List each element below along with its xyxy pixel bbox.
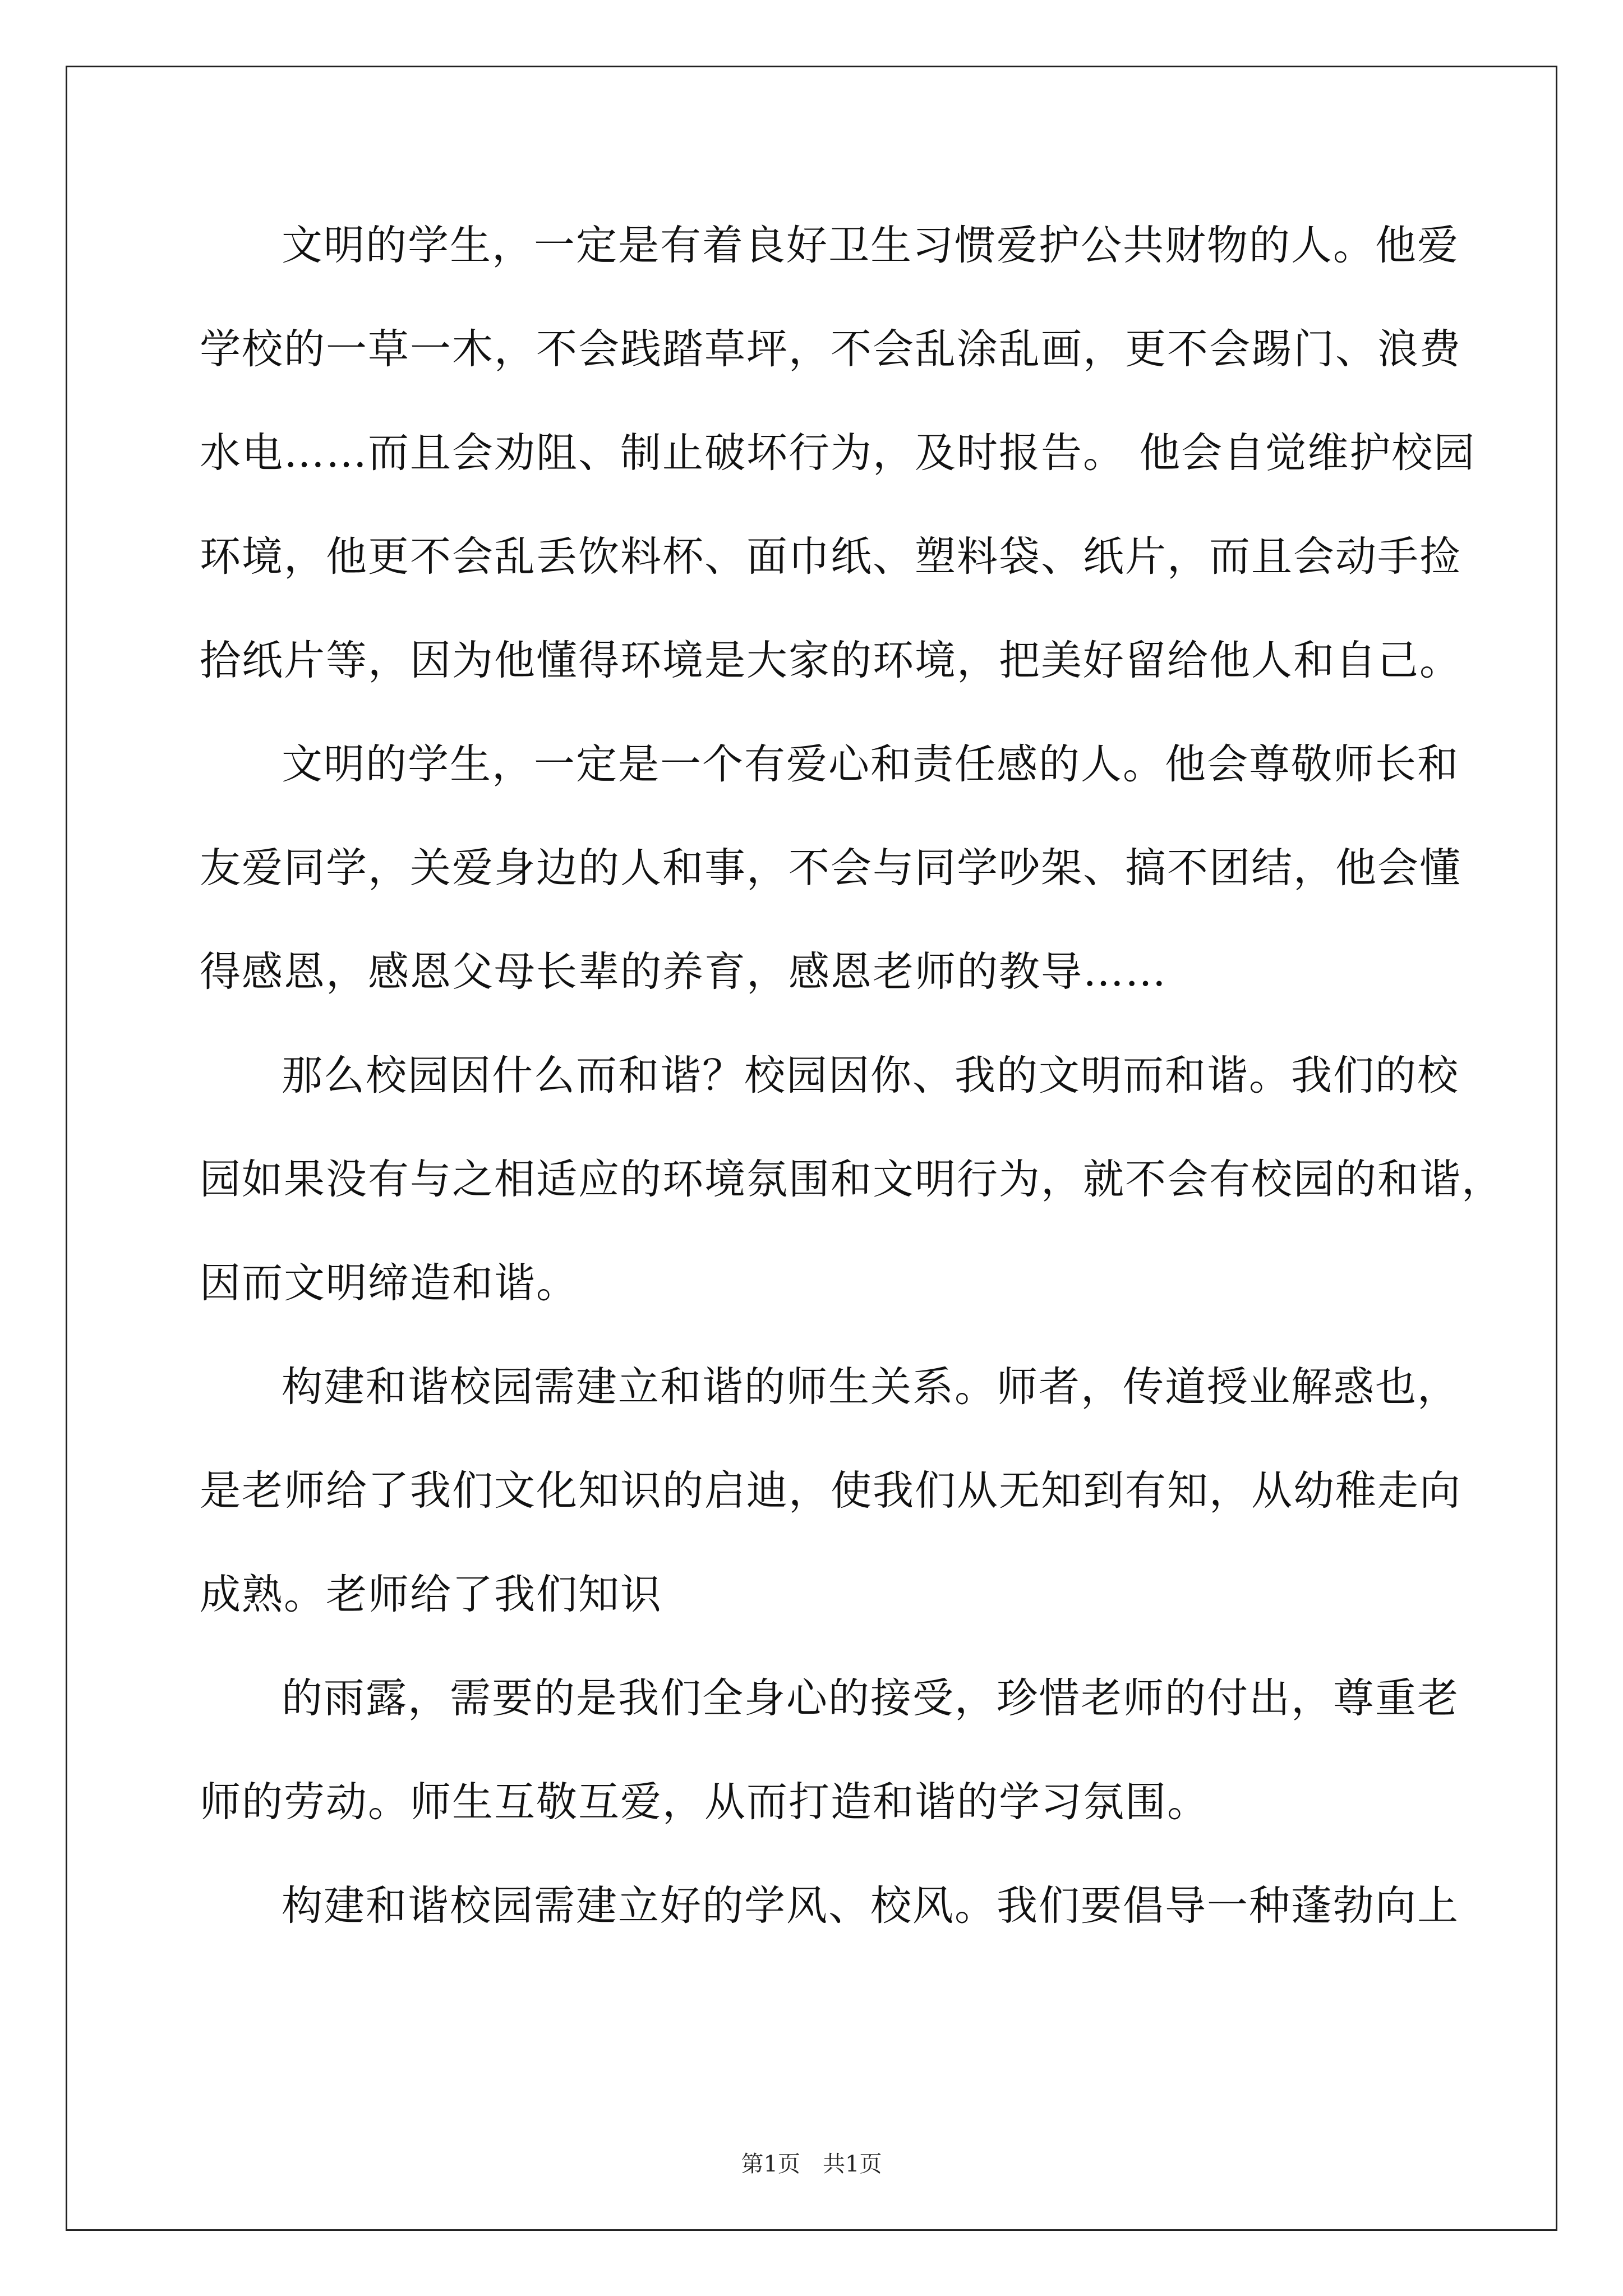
text-line: 水电……而且会劝阻、制止破坏行为，及时报告。 他会自觉维护校园 xyxy=(200,429,1476,477)
text-line: 学校的一草一木，不会践踏草坪，不会乱涂乱画，更不会踢门、浪费 xyxy=(200,325,1461,373)
text-line: 构建和谐校园需建立好的学风、校风。我们要倡导一种蓬勃向上 xyxy=(282,1882,1459,1930)
text-line: 那么校园因什么而和谐？校园因你、我的文明而和谐。我们的校 xyxy=(282,1052,1459,1099)
page-number-footer: 第1页 共1页 xyxy=(741,2151,882,2177)
text-line: 环境，他更不会乱丢饮料杯、面巾纸、塑料袋、纸片，而且会动手捡 xyxy=(200,533,1461,581)
text-line: 是老师给了我们文化知识的启迪，使我们从无知到有知，从幼稚走向 xyxy=(200,1467,1461,1515)
text-line: 构建和谐校园需建立和谐的师生关系。师者，传道授业解惑也， xyxy=(282,1363,1459,1411)
text-line: 得感恩，感恩父母长辈的养育，感恩老师的教导…… xyxy=(200,948,1167,996)
text-line: 师的劳动。师生互敬互爱，从而打造和谐的学习氛围。 xyxy=(200,1778,1209,1826)
text-line: 的雨露，需要的是我们全身心的接受，珍惜老师的付出，尊重老 xyxy=(282,1674,1459,1722)
text-line: 成熟。老师给了我们知识 xyxy=(200,1571,662,1618)
text-line: 园如果没有与之相适应的环境氛围和文明行为，就不会有校园的和谐， xyxy=(200,1156,1504,1203)
text-line: 文明的学生，一定是有着良好卫生习惯爱护公共财物的人。他爱 xyxy=(282,222,1459,269)
text-line: 因而文明缔造和谐。 xyxy=(200,1259,578,1307)
text-line: 友爱同学，关爱身边的人和事，不会与同学吵架、搞不团结，他会懂 xyxy=(200,844,1461,892)
text-line: 拾纸片等，因为他懂得环境是大家的环境，把美好留给他人和自己。 xyxy=(200,637,1461,684)
text-line: 文明的学生，一定是一个有爱心和责任感的人。他会尊敬师长和 xyxy=(282,740,1459,788)
